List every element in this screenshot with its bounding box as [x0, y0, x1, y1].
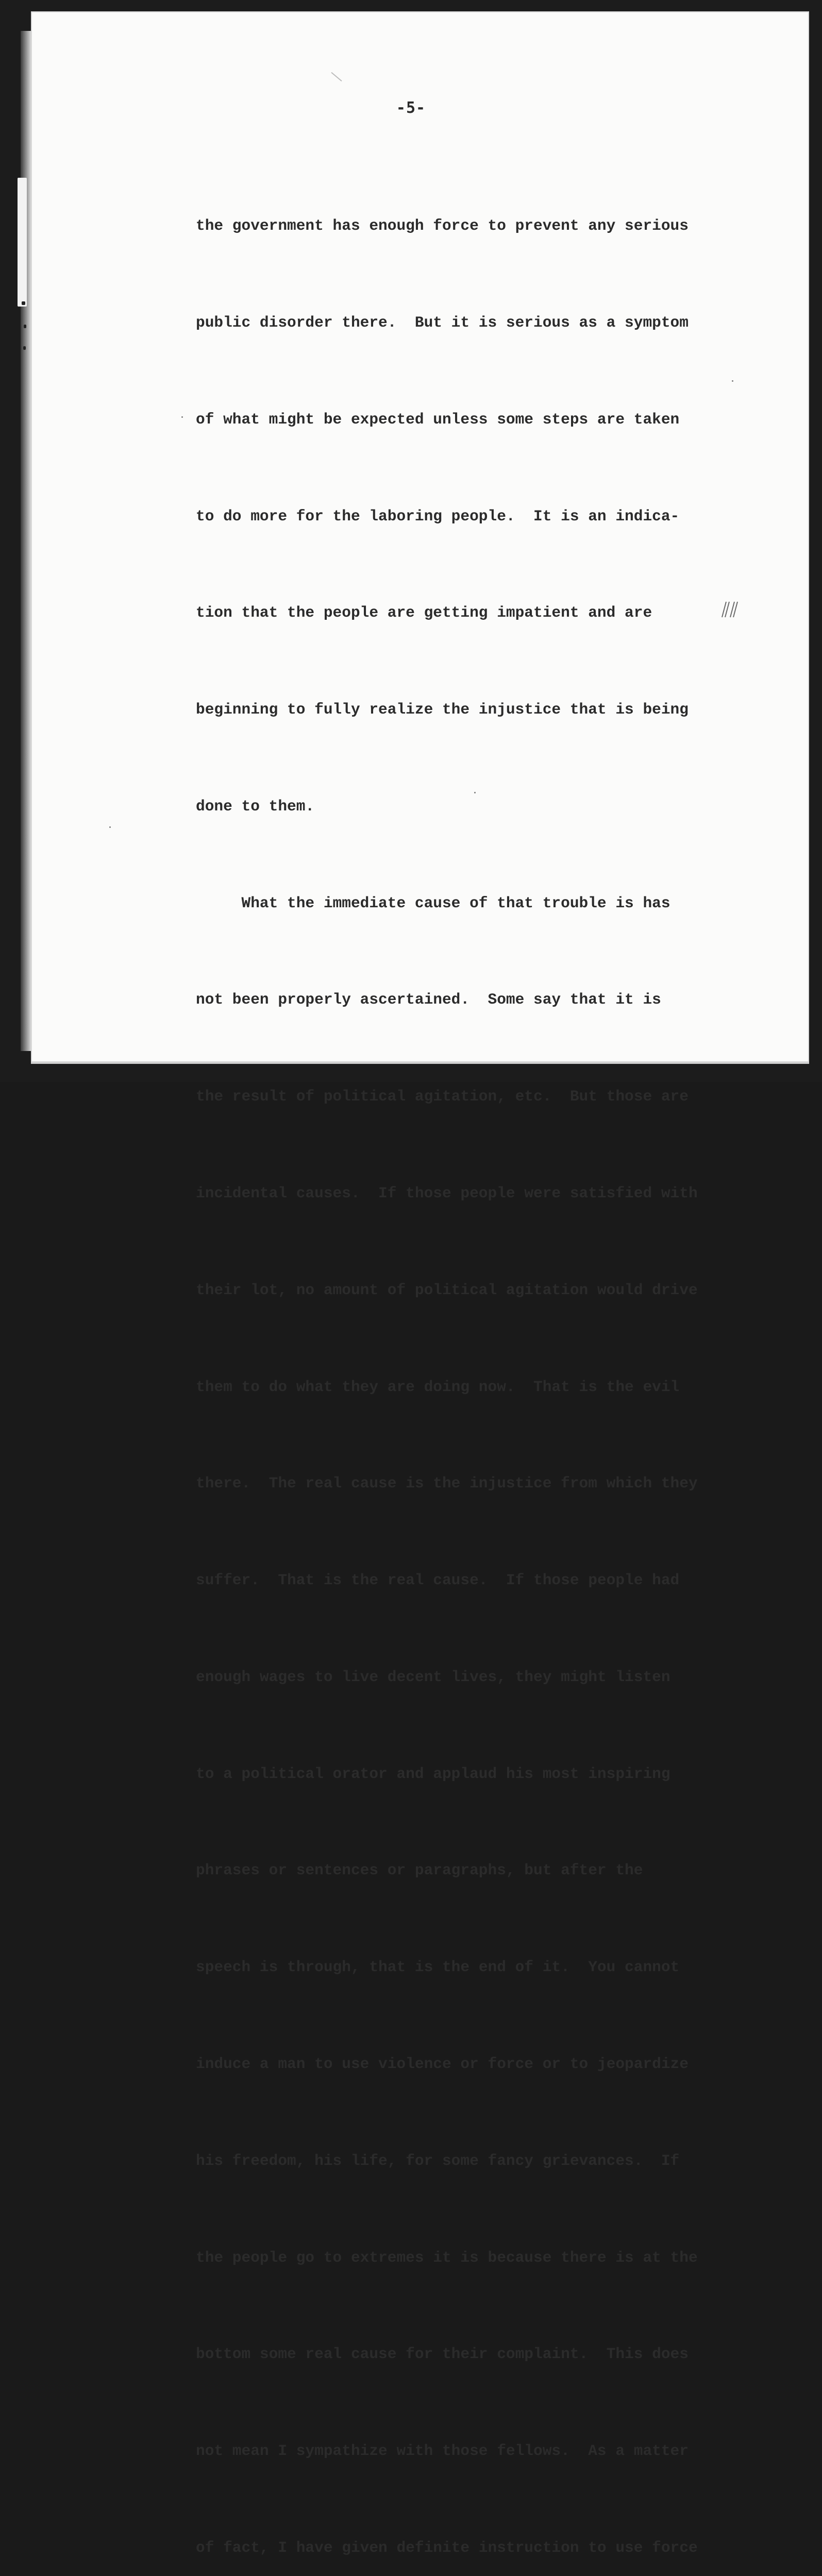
- typed-body-text: [196, 145, 732, 2576]
- text-line: their lot, no amount of political agitation would drive: [196, 1281, 698, 1299]
- text-line: public disorder there. But it is serious as a symptom: [196, 313, 689, 331]
- text-line: them to do what they are doing now. That is the evil: [196, 1378, 680, 1396]
- text-line: there. The real cause is the injustice from which they: [196, 1475, 698, 1493]
- page-number: -5-: [396, 99, 426, 117]
- text-line: What the immediate cause of that trouble is has: [196, 894, 670, 912]
- text-line: tion that the people are getting impatient and are: [196, 604, 652, 622]
- text-line: not mean I sympathize with those fellows. As a matter: [196, 2442, 689, 2460]
- text-line: his freedom, his life, for some fancy grievances. If: [196, 2151, 680, 2170]
- binding-hole: [23, 301, 25, 305]
- text-line: induce a man to use violence or force or to jeopardize: [196, 2055, 689, 2073]
- text-line: not been properly ascertained. Some say that it is: [196, 991, 661, 1009]
- handwritten-margin-mark: [718, 599, 742, 621]
- scan-speck: [732, 380, 733, 382]
- text-line: to a political orator and applaud his most inspiring: [196, 1765, 670, 1783]
- text-line: phrases or sentences or paragraphs, but after the: [196, 1861, 643, 1879]
- text-line: of fact, I have given definite instruction to use force: [196, 2538, 698, 2556]
- text-line: suffer. That is the real cause. If those people had: [196, 1571, 680, 1589]
- text-line: the government has enough force to prevent any serious: [196, 217, 689, 235]
- text-line: the result of political agitation, etc. But those are: [196, 1088, 689, 1106]
- binding-hole: [24, 325, 26, 328]
- scan-speck: [109, 826, 111, 828]
- binding-hole: [23, 346, 26, 350]
- text-line: incidental causes. If those people were satisfied with: [196, 1184, 698, 1202]
- text-line: the people go to extremes it is because there is at the: [196, 2248, 698, 2266]
- text-line: speech is through, that is the end of it. You cannot: [196, 1958, 680, 1976]
- text-line: of what might be expected unless some steps are taken: [196, 410, 680, 428]
- scan-speck: [181, 416, 183, 418]
- binding-tab: [18, 178, 27, 307]
- text-line: enough wages to live decent lives, they might listen: [196, 1668, 670, 1686]
- text-line: bottom some real cause for their complaint. This does: [196, 2345, 689, 2363]
- text-line: to do more for the laboring people. It is an indica-: [196, 507, 680, 525]
- text-line: done to them.: [196, 797, 315, 815]
- text-line: beginning to fully realize the injustice that is being: [196, 701, 689, 719]
